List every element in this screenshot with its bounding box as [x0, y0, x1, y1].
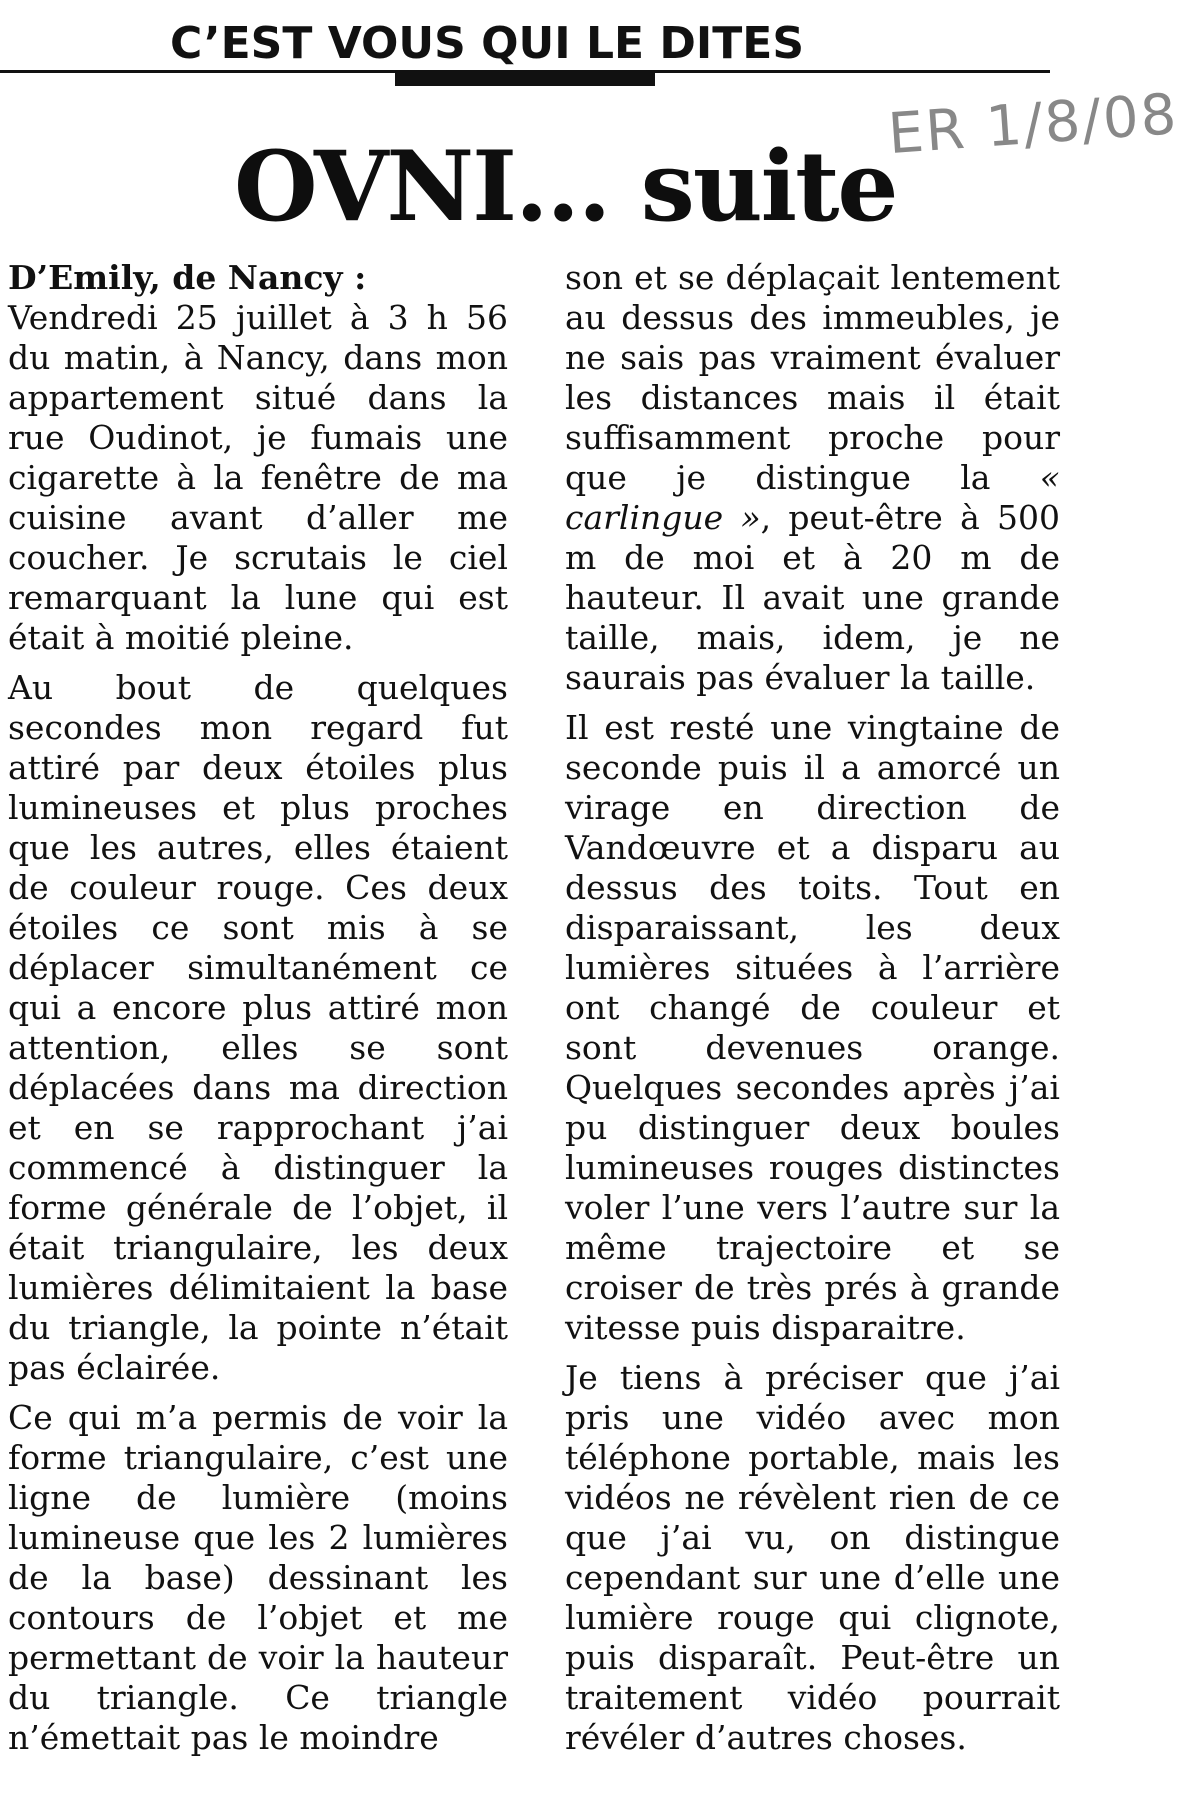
article-headline: OVNI... suite: [234, 130, 897, 243]
header-rule-accent: [395, 72, 655, 86]
section-rubric: C’EST VOUS QUI LE DITES: [170, 18, 805, 69]
article-paragraph: Ce qui m’a permis de voir la forme triangulaire, c’est une ligne de lumière (moins lumineuse que les 2 lumières de la base) dessinant les contours de l’objet et me permettant de voir la hauteur du triangle. Ce triangle n’émettait pas le moindre: [8, 1398, 508, 1757]
article-paragraph: Au bout de quelques secondes mon regard fut attiré par deux étoiles plus lumineuses et plus proches que les autres, elles étaient de couleur rouge. Ces deux étoiles ce sont mis à se déplacer simultanément ce qui a encore plus attiré mon attention, elles se sont déplacées dans ma direction et en se rapprochant j’ai commencé à distinguer la forme générale de l’objet, il était triangulaire, les deux lumières délimitaient la base du triangle, la pointe n’était pas éclairée.: [8, 668, 508, 1387]
handwritten-date-note: ER 1/8/08: [886, 81, 1181, 168]
article-column-right: [565, 258, 1060, 1758]
article-byline: D’Emily, de Nancy :: [8, 258, 367, 297]
article-paragraph: [565, 258, 1060, 698]
paragraph-text: son et se déplaçait lentement au dessus des immeubles, je ne sais pas vraiment évaluer les distances mais il était suffisamment proche pour que je distingue la: [565, 258, 1060, 497]
article-column-left: [8, 258, 508, 1758]
article-paragraph: Vendredi 25 juillet à 3 h 56 du matin, à Nancy, dans mon appartement situé dans la rue Oudinot, je fumais une cigarette à la fenêtre de ma cuisine avant d’aller me coucher. Je scrutais le ciel remarquant la lune qui est était à moitié pleine.: [8, 298, 508, 657]
paragraph-text: , peut-être à 500 m de moi et à 20 m de hauteur. Il avait une grande taille, mais, idem, je ne saurais pas évaluer la taille.: [565, 498, 1060, 697]
article-paragraph: Il est resté une vingtaine de seconde puis il a amorcé un virage en direction de Vandœuvre et a disparu au dessus des toits. Tout en disparaissant, les deux lumières situées à l’arrière ont changé de couleur et sont devenues orange. Quelques secondes après j’ai pu distinguer deux boules lumineuses rouges distinctes voler l’une vers l’autre sur la même trajectoire et se croiser de très prés à grande vitesse puis disparaitre.: [565, 708, 1060, 1347]
article-paragraph: Je tiens à préciser que j’ai pris une vidéo avec mon téléphone portable, mais les vidéos ne révèlent rien de ce que j’ai vu, on distingue cependant sur une d’elle une lumière rouge qui clignote, puis disparaît. Peut-être un traitement vidéo pourrait révéler d’autres choses.: [565, 1358, 1060, 1757]
quoted-term: « carlingue »: [565, 458, 1060, 537]
